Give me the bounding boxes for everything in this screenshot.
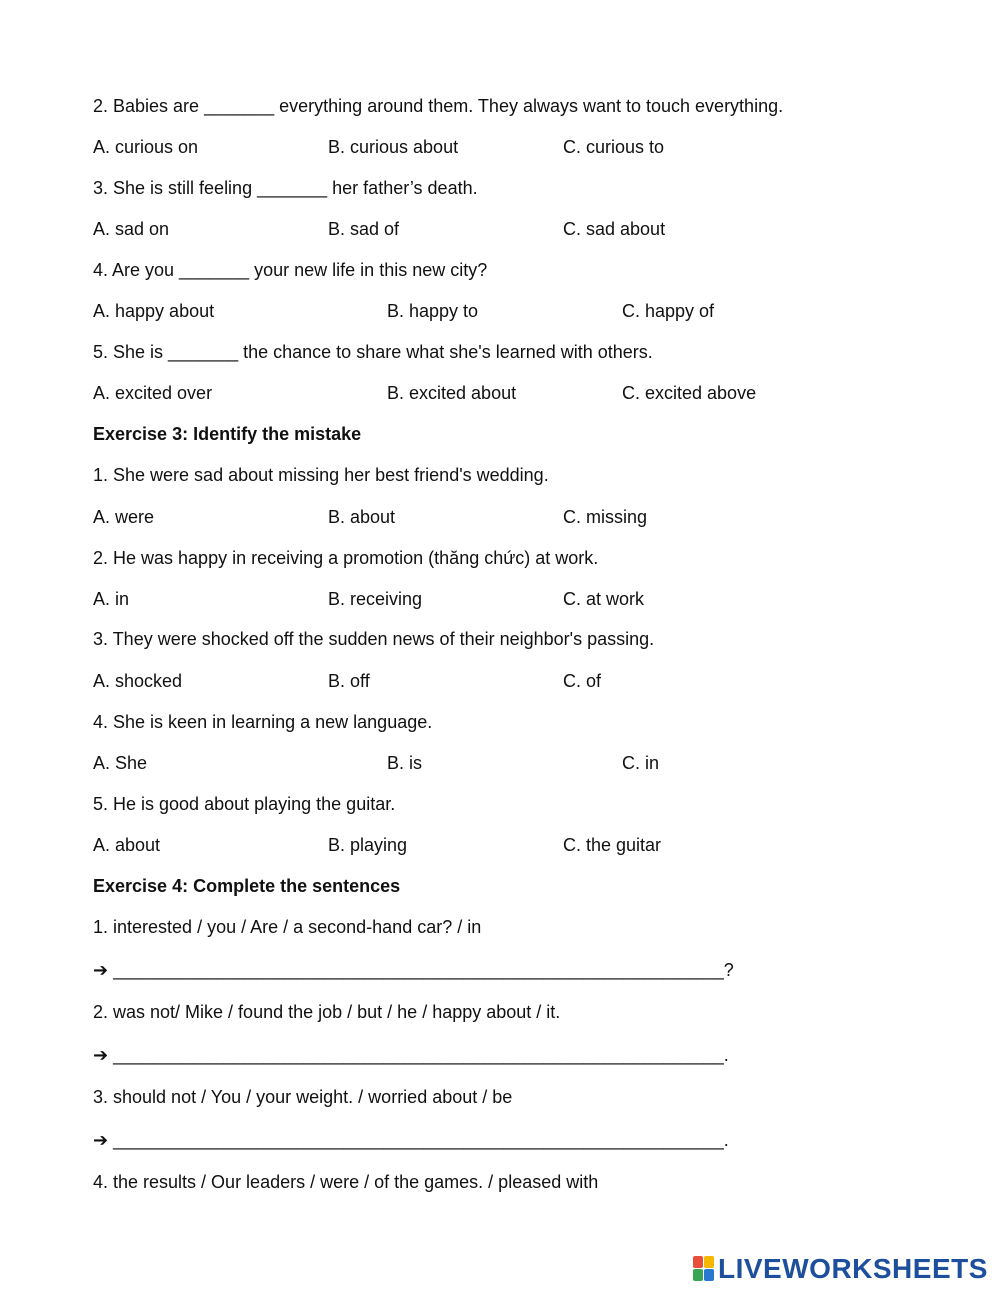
option-a[interactable]: A. sad on	[93, 219, 170, 239]
option-a[interactable]: A. happy about	[93, 301, 215, 321]
logo-text: LIVEWORKSHEETS	[718, 1253, 988, 1284]
option-b[interactable]: B. is	[387, 753, 423, 773]
option-a[interactable]: A. curious on	[93, 137, 199, 157]
question-stem: 5. He is good about playing the guitar.	[93, 794, 396, 814]
option-b[interactable]: B. happy to	[387, 301, 479, 321]
option-b[interactable]: B. playing	[328, 835, 408, 855]
option-a[interactable]: A. were	[93, 507, 155, 527]
question-stem: 4. She is keen in learning a new language.	[93, 712, 433, 732]
option-a[interactable]: A. She	[93, 753, 148, 773]
sentence-prompt: 1. interested / you / Are / a second-hand car? / in	[93, 917, 482, 937]
liveworksheets-logo	[693, 1252, 988, 1286]
option-b[interactable]: B. off	[328, 671, 370, 691]
question-stem: 2. Babies are _______ everything around them. They always want to touch everything.	[93, 96, 784, 116]
logo-blocks-icon	[693, 1256, 715, 1282]
option-a[interactable]: A. about	[93, 835, 161, 855]
option-c[interactable]: C. of	[563, 671, 602, 691]
option-a[interactable]: A. excited over	[93, 383, 213, 403]
answer-field[interactable]: ➔ _____________________________________________________________.	[93, 1045, 729, 1065]
answer-field[interactable]: ➔ _____________________________________________________________?	[93, 960, 734, 980]
sentence-prompt: 3. should not / You / your weight. / worried about / be	[93, 1087, 513, 1107]
option-c[interactable]: C. sad about	[563, 219, 666, 239]
option-c[interactable]: C. excited above	[622, 383, 757, 403]
question-stem: 3. She is still feeling _______ her father’s death.	[93, 178, 478, 198]
question-stem: 4. Are you _______ your new life in this new city?	[93, 260, 488, 280]
option-b[interactable]: B. sad of	[328, 219, 400, 239]
exercise-heading: Exercise 4: Complete the sentences	[93, 876, 401, 896]
option-a[interactable]: A. in	[93, 589, 130, 609]
question-stem: 3. They were shocked off the sudden news of their neighbor's passing.	[93, 629, 655, 649]
sentence-prompt: 4. the results / Our leaders / were / of the games. / pleased with	[93, 1172, 599, 1192]
question-stem: 5. She is _______ the chance to share what she's learned with others.	[93, 342, 653, 362]
option-c[interactable]: C. in	[622, 753, 660, 773]
option-b[interactable]: B. about	[328, 507, 396, 527]
sentence-prompt: 2. was not/ Mike / found the job / but / he / happy about / it.	[93, 1002, 561, 1022]
question-stem: 2. He was happy in receiving a promotion (thăng chức) at work.	[93, 548, 599, 568]
option-a[interactable]: A. shocked	[93, 671, 183, 691]
option-c[interactable]: C. curious to	[563, 137, 665, 157]
option-c[interactable]: C. happy of	[622, 301, 715, 321]
option-c[interactable]: C. the guitar	[563, 835, 662, 855]
option-c[interactable]: C. missing	[563, 507, 648, 527]
option-c[interactable]: C. at work	[563, 589, 645, 609]
question-stem: 1. She were sad about missing her best friend's wedding.	[93, 465, 549, 485]
option-b[interactable]: B. curious about	[328, 137, 459, 157]
exercise-heading: Exercise 3: Identify the mistake	[93, 424, 362, 444]
option-b[interactable]: B. receiving	[328, 589, 423, 609]
option-b[interactable]: B. excited about	[387, 383, 517, 403]
answer-field[interactable]: ➔ _____________________________________________________________.	[93, 1130, 729, 1150]
